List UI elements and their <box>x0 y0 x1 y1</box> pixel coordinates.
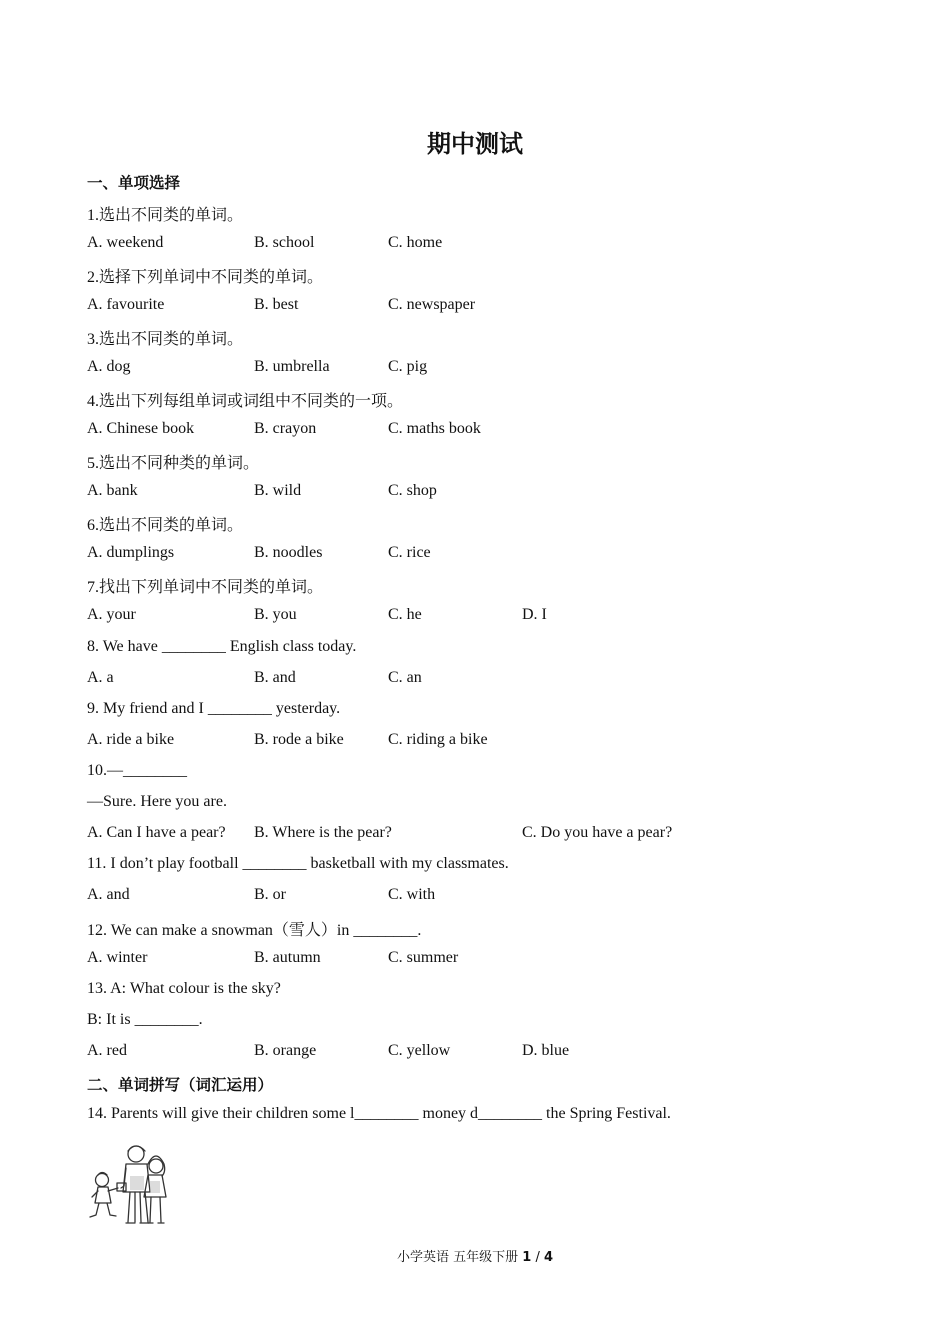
question-5-stem: 5.选出不同种类的单词。 <box>87 455 260 472</box>
q1-option-b: B. school <box>254 234 315 251</box>
q2-option-c: C. newspaper <box>388 296 476 313</box>
q13-option-d: D. blue <box>522 1042 570 1059</box>
q9-option-a: A. ride a bike <box>87 731 175 748</box>
q12-option-a: A. winter <box>87 949 148 966</box>
question-8-stem: 8. We have ________ English class today. <box>87 638 357 655</box>
question-9-stem: 9. My friend and I ________ yesterday. <box>87 700 341 717</box>
question-6-stem: 6.选出不同类的单词。 <box>87 517 244 534</box>
q2-option-b: B. best <box>254 296 299 313</box>
question-12-stem: 12. We can make a snowman（雪人）in ________. <box>87 922 422 939</box>
question-1-stem: 1.选出不同类的单词。 <box>87 207 244 224</box>
q4-option-b: B. crayon <box>254 420 317 437</box>
q11-option-b: B. or <box>254 886 286 903</box>
question-11-stem: 11. I don’t play football ________ basketball with my classmates. <box>87 855 509 872</box>
section-heading-2: 二、单词拼写（词汇运用） <box>87 1076 274 1094</box>
q7-option-b: B. you <box>254 606 297 623</box>
question-3-stem: 3.选出不同类的单词。 <box>87 331 244 348</box>
q8-option-b: B. and <box>254 669 296 686</box>
q1-option-a: A. weekend <box>87 234 164 251</box>
question-13-line-2: B: It is ________. <box>87 1011 203 1028</box>
q6-option-c: C. rice <box>388 544 431 561</box>
question-13-stem: 13. A: What colour is the sky? <box>87 980 281 997</box>
page-footer <box>0 1246 950 1265</box>
q13-option-a: A. red <box>87 1042 127 1059</box>
question-10-stem: 10.—________ <box>87 762 187 779</box>
q1-option-c: C. home <box>388 234 443 251</box>
footer-page-total: 4 <box>543 1250 554 1265</box>
q12-option-c: C. summer <box>388 949 459 966</box>
question-10-reply: —Sure. Here you are. <box>87 793 227 810</box>
family-illustration <box>86 1136 176 1228</box>
q13-option-b: B. orange <box>254 1042 317 1059</box>
q9-option-b: B. rode a bike <box>254 731 344 748</box>
question-2-stem: 2.选择下列单词中不同类的单词。 <box>87 269 324 286</box>
q12-option-b: B. autumn <box>254 949 321 966</box>
section-heading-1: 一、单项选择 <box>87 174 181 192</box>
q4-option-c: C. maths book <box>388 420 481 437</box>
q5-option-a: A. bank <box>87 482 138 499</box>
q6-option-b: B. noodles <box>254 544 323 561</box>
q2-option-a: A. favourite <box>87 296 165 313</box>
q4-option-a: A. Chinese book <box>87 420 195 437</box>
q10-option-b: B. Where is the pear? <box>254 824 392 841</box>
q5-option-c: C. shop <box>388 482 437 499</box>
q7-option-a: A. your <box>87 606 136 623</box>
question-4-stem: 4.选出下列每组单词或词组中不同类的一项。 <box>87 393 404 410</box>
q3-option-c: C. pig <box>388 358 428 375</box>
q3-option-b: B. umbrella <box>254 358 330 375</box>
q13-option-c: C. yellow <box>388 1042 451 1059</box>
footer-separator: / <box>531 1250 544 1265</box>
q5-option-b: B. wild <box>254 482 302 499</box>
q7-option-d: D. I <box>522 606 547 623</box>
question-7-stem: 7.找出下列单词中不同类的单词。 <box>87 579 324 596</box>
q8-option-c: C. an <box>388 669 422 686</box>
footer-page-number: 1 <box>522 1250 532 1265</box>
q8-option-a: A. a <box>87 669 114 686</box>
q11-option-a: A. and <box>87 886 130 903</box>
footer-course: 小学英语 五年级下册 <box>396 1250 519 1265</box>
q11-option-c: C. with <box>388 886 436 903</box>
q10-option-a: A. Can I have a pear? <box>87 824 226 841</box>
q3-option-a: A. dog <box>87 358 131 375</box>
q10-option-c: C. Do you have a pear? <box>522 824 673 841</box>
q6-option-a: A. dumplings <box>87 544 175 561</box>
q7-option-c: C. he <box>388 606 422 623</box>
q9-option-c: C. riding a bike <box>388 731 488 748</box>
question-14-stem: 14. Parents will give their children some l________ money d________ the Spring Festival. <box>87 1105 671 1122</box>
page-title: 期中测试 <box>427 130 523 158</box>
